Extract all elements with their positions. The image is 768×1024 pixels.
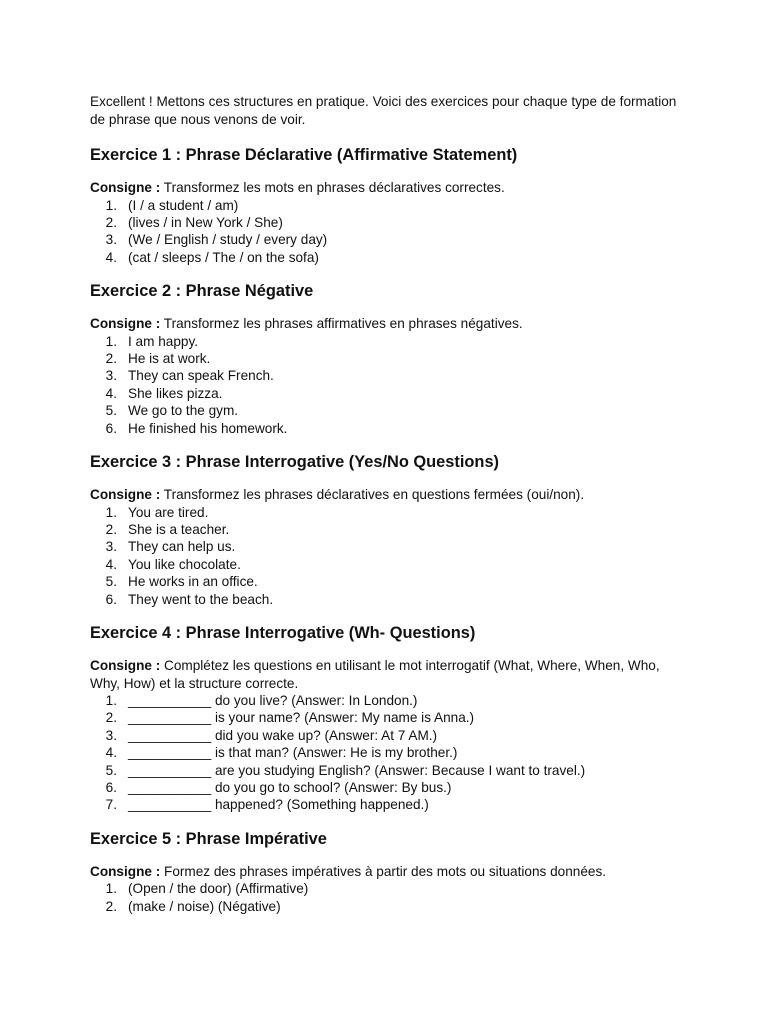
item-text: ___________ do you live? (Answer: In London.)	[128, 693, 418, 708]
item-text: You like chocolate.	[128, 556, 241, 572]
intro-paragraph: Excellent ! Mettons ces structures en pratique. Voici des exercices pour chaque type de formation de phrase que nous venons de voir.	[90, 94, 677, 127]
list-item	[90, 779, 690, 796]
item-number: 4.	[105, 556, 117, 572]
item-number: 1.	[105, 881, 117, 897]
item-text: You are tired.	[128, 504, 209, 520]
instruction-label: Consigne :	[90, 316, 161, 332]
item-text: He finished his homework.	[128, 420, 288, 436]
item-text: She likes pizza.	[128, 385, 223, 401]
list-item	[90, 333, 690, 350]
exercise-section-3	[90, 452, 690, 623]
item-text: (cat / sleeps / The / on the sofa)	[128, 249, 319, 265]
instruction-body: Complétez les questions en utilisant le mot interrogatif (What, Where, When, Who, Why, How) et la structure correcte.	[90, 658, 660, 691]
list-item	[90, 249, 690, 266]
exercise-items	[90, 692, 690, 814]
list-item	[90, 231, 690, 248]
item-text: He is at work.	[128, 351, 211, 367]
exercise-list	[90, 145, 690, 915]
item-text: (I / a student / am)	[128, 197, 239, 213]
exercise-items	[90, 504, 690, 608]
item-number: 1.	[105, 693, 117, 708]
exercise-items	[90, 197, 690, 267]
list-item	[90, 591, 690, 608]
list-item	[90, 538, 690, 555]
list-item	[90, 350, 690, 367]
item-number: 2.	[105, 351, 117, 367]
item-number: 3.	[105, 727, 117, 743]
instruction-label: Consigne :	[90, 658, 161, 673]
item-number: 2.	[105, 521, 117, 537]
list-item	[90, 402, 690, 419]
list-item	[90, 796, 690, 813]
item-text: We go to the gym.	[128, 403, 239, 419]
item-text: He works in an office.	[128, 574, 258, 590]
exercise-section-5	[90, 829, 690, 915]
exercise-section-2	[90, 281, 690, 452]
list-item	[90, 880, 690, 897]
item-number: 6.	[105, 780, 117, 796]
item-number: 2.	[105, 214, 117, 230]
item-number: 6.	[105, 420, 117, 436]
item-text: They went to the beach.	[128, 591, 274, 607]
instruction-text	[90, 315, 690, 333]
exercise-items	[90, 333, 690, 437]
exercise-title: Exercice 1 : Phrase Déclarative (Affirmative Statement)	[90, 146, 518, 164]
item-number: 1.	[105, 504, 117, 520]
item-text: ___________ is your name? (Answer: My name is Anna.)	[128, 710, 475, 726]
list-item	[90, 556, 690, 573]
item-text: I am happy.	[128, 333, 199, 349]
document-page	[90, 93, 690, 915]
item-number: 2.	[105, 898, 117, 914]
instruction-body: Transformez les phrases déclaratives en questions fermées (oui/non).	[163, 487, 585, 503]
list-item	[90, 898, 690, 915]
instruction-label: Consigne :	[90, 180, 161, 195]
item-number: 3.	[105, 539, 117, 555]
item-text: ___________ is that man? (Answer: He is my brother.)	[128, 745, 458, 761]
exercise-title: Exercice 3 : Phrase Interrogative (Yes/No Questions)	[90, 453, 500, 472]
list-item	[90, 521, 690, 538]
list-item	[90, 692, 690, 709]
instruction-body: Transformez les mots en phrases déclaratives correctes.	[163, 180, 505, 195]
item-text: She is a teacher.	[128, 521, 230, 537]
list-item	[90, 727, 690, 744]
item-number: 4.	[105, 249, 117, 265]
instruction-text	[90, 657, 690, 692]
item-text: (make / noise) (Négative)	[128, 898, 281, 914]
list-item	[90, 762, 690, 779]
exercise-section-1	[90, 145, 690, 281]
item-text: (We / English / study / every day)	[128, 232, 328, 248]
item-text: They can speak French.	[128, 368, 274, 384]
item-text: ___________ do you go to school? (Answer: By bus.)	[128, 780, 452, 796]
item-text: ___________ are you studying English? (Answer: Because I want to travel.)	[128, 762, 586, 778]
exercise-title: Exercice 5 : Phrase Impérative	[90, 829, 327, 848]
exercise-title: Exercice 4 : Phrase Interrogative (Wh- Questions)	[90, 624, 476, 642]
item-text: (lives / in New York / She)	[128, 214, 283, 230]
list-item	[90, 573, 690, 590]
item-text: ___________ did you wake up? (Answer: At 7 AM.)	[128, 727, 438, 743]
item-text: (Open / the door) (Affirmative)	[128, 881, 309, 897]
list-item	[90, 709, 690, 726]
item-number: 3.	[105, 232, 117, 248]
list-item	[90, 214, 690, 231]
item-number: 3.	[105, 368, 117, 384]
item-number: 6.	[105, 591, 117, 607]
instruction-label: Consigne :	[90, 863, 161, 879]
item-number: 5.	[105, 403, 117, 419]
list-item	[90, 385, 690, 402]
list-item	[90, 420, 690, 437]
list-item	[90, 504, 690, 521]
item-number: 5.	[105, 762, 117, 778]
item-number: 1.	[105, 333, 117, 349]
item-number: 4.	[105, 745, 117, 761]
exercise-section-4	[90, 623, 690, 829]
item-number: 7.	[105, 797, 117, 813]
item-text: ___________ happened? (Something happened.)	[128, 797, 429, 813]
item-number: 2.	[105, 710, 117, 726]
instruction-body: Transformez les phrases affirmatives en phrases négatives.	[163, 316, 523, 332]
exercise-items	[90, 880, 690, 915]
item-number: 5.	[105, 574, 117, 590]
item-number: 4.	[105, 385, 117, 401]
instruction-text	[90, 179, 690, 197]
item-text: They can help us.	[128, 539, 236, 555]
instruction-label: Consigne :	[90, 487, 161, 503]
instruction-text	[90, 486, 690, 504]
list-item	[90, 197, 690, 214]
list-item	[90, 367, 690, 384]
item-number: 1.	[105, 197, 117, 213]
exercise-title: Exercice 2 : Phrase Négative	[90, 282, 314, 301]
list-item	[90, 744, 690, 761]
instruction-body: Formez des phrases impératives à partir des mots ou situations données.	[164, 863, 607, 879]
instruction-text	[90, 863, 690, 881]
